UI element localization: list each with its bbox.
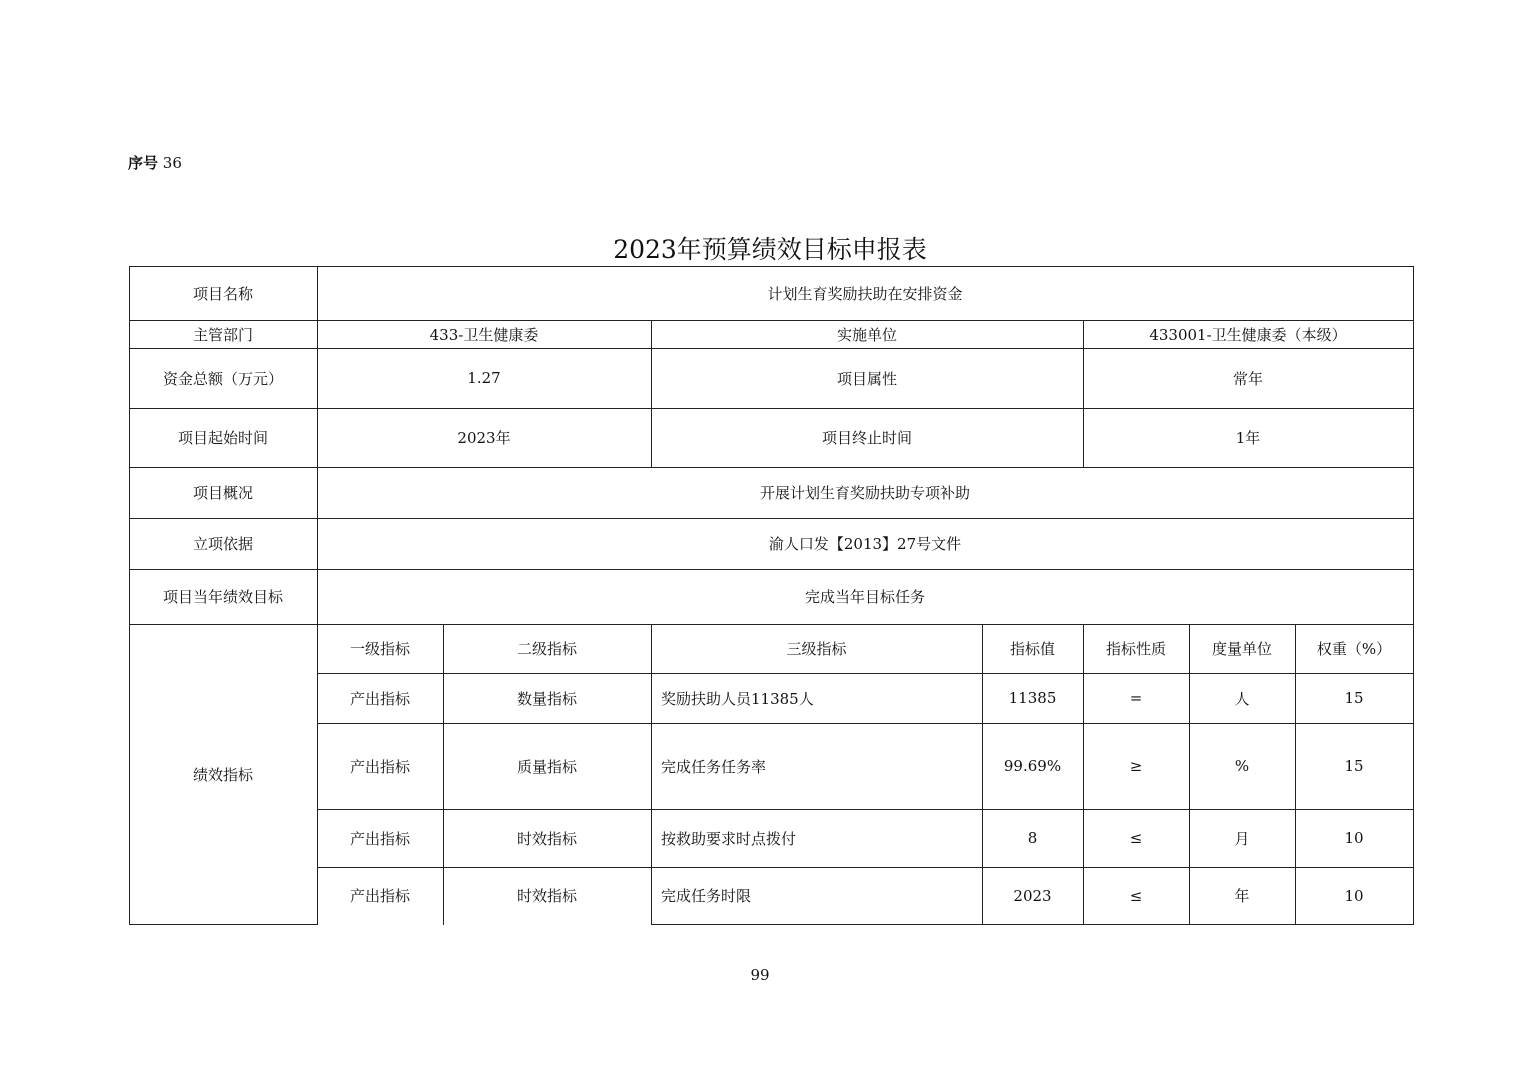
table-cell-value: 8 [1027,829,1038,847]
table-cell-unit: % [1234,757,1250,775]
impl-unit-value: 433001-卫生健康委（本级） [1149,325,1347,344]
fund-value: 1.27 [467,369,501,387]
page-number: 99 [750,966,770,984]
table-cell-weight: 10 [1344,829,1364,847]
header-value: 指标值 [1009,640,1055,658]
table-cell-unit: 月 [1234,829,1250,848]
table-cell-weight: 10 [1344,886,1364,905]
dept-value: 433-卫生健康委 [429,325,539,344]
table-cell-level2: 时效指标 [516,829,577,848]
overview-value: 开展计划生育奖励扶助专项补助 [759,484,970,502]
header-unit: 度量单位 [1211,640,1272,658]
header-level3: 三级指标 [786,640,847,658]
table-border-bottom-right [651,924,1414,925]
goal-value: 完成当年目标任务 [804,588,925,606]
overview-label: 项目概况 [192,484,253,502]
basis-value: 渝人口发【2013】27号文件 [768,535,962,553]
table-cell-unit: 年 [1234,887,1250,905]
table-cell-level3: 完成任务任务率 [661,757,767,776]
table-border-right [1413,266,1414,925]
start-value: 2023年 [457,429,511,447]
form-title: 2023年预算绩效目标申报表 [613,235,927,264]
header-weight: 权重（%） [1316,640,1392,658]
goal-label: 项目当年绩效目标 [162,588,283,606]
table-cell-level1: 产出指标 [349,689,410,708]
table-cell-nature: ≤ [1129,829,1143,847]
table-cell-value: 11385 [1008,689,1057,707]
fund-label: 资金总额（万元） [162,369,283,388]
header-nature: 指标性质 [1105,640,1166,658]
project-name-value: 计划生育奖励扶助在安排资金 [767,284,963,303]
start-label: 项目起始时间 [177,429,268,447]
table-cell-nature: = [1129,689,1143,707]
indicators-section-label: 绩效指标 [192,765,253,784]
table-cell-level3: 奖励扶助人员11385人 [661,689,814,708]
table-cell-nature: ≥ [1129,757,1143,775]
table-cell-level1: 产出指标 [349,829,410,848]
end-value: 1年 [1235,429,1261,447]
impl-unit-label: 实施单位 [836,325,897,344]
end-label: 项目终止时间 [821,429,912,447]
table-cell-level2: 数量指标 [516,689,577,708]
table-cell-unit: 人 [1234,689,1250,708]
dept-label: 主管部门 [192,325,253,344]
sequence-value: 36 [162,154,182,172]
attr-value: 常年 [1232,369,1263,388]
table-cell-weight: 15 [1344,689,1364,707]
table-cell-level3: 按救助要求时点拨付 [661,829,797,848]
table-cell-level2: 时效指标 [516,887,577,905]
header-level2: 二级指标 [516,640,577,658]
table-cell-value: 2023 [1013,886,1052,905]
attr-label: 项目属性 [836,369,897,388]
table-cell-value: 99.69% [1003,757,1062,775]
table-cell-level1: 产出指标 [349,757,410,776]
header-level1: 一级指标 [349,640,410,658]
project-name-label: 项目名称 [192,284,253,303]
table-cell-weight: 15 [1344,757,1364,775]
table-cell-level2: 质量指标 [516,757,577,776]
table-cell-level1: 产出指标 [349,887,410,905]
table-cell-nature: ≤ [1129,886,1143,905]
basis-label: 立项依据 [192,535,253,553]
sequence-number [128,152,182,173]
table-cell-level3: 完成任务时限 [661,887,752,905]
sequence-label: 序号 [128,154,159,172]
table-border-bottom-left [129,924,318,925]
